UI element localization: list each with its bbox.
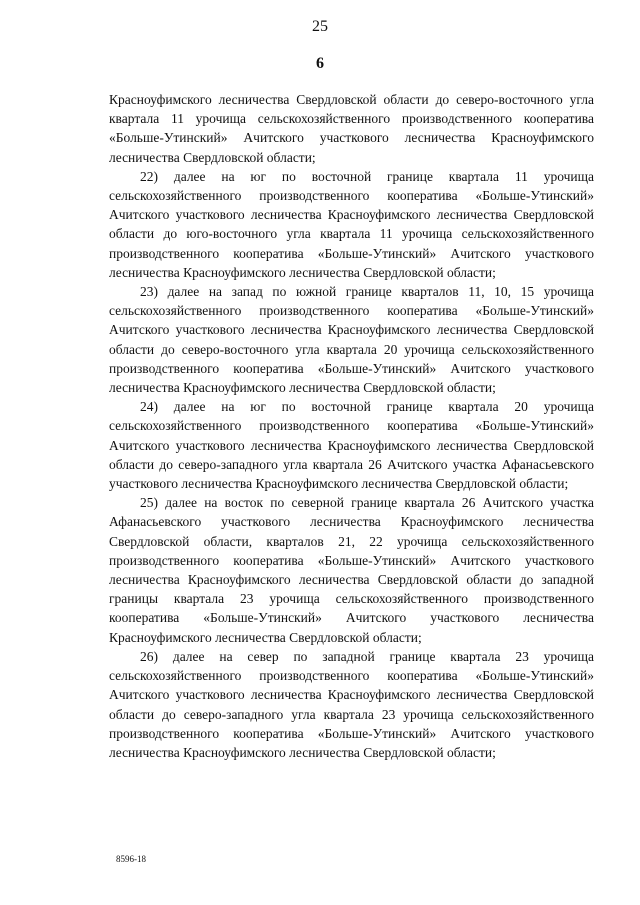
document-code: 8596-18 xyxy=(116,854,146,864)
paragraph-continuation: Красноуфимского лесничества Свердловской области до северо-восточного угла квартала 11 урочища сельскохозяйственного производственного кооператива «Больше-Утинский» Ачитского участкового лесничества Красноуфимского лесничества Свердловской области; xyxy=(109,92,594,165)
paragraph-item-23: 23) далее на запад по южной границе кварталов 11, 10, 15 урочища сельскохозяйственного производственного кооператива «Больше-Утинский» Ачитского участкового лесничества Красноуфимского лесничества Свердловской области до северо-восточного угла квартала 20 урочища сельскохозяйственного производственного кооператива «Больше-Утинский» Ачитского участкового лесничества Красноуфимского лесничества Свердловской области; xyxy=(109,284,594,396)
document-body xyxy=(109,90,594,762)
paragraph-item-26: 26) далее на север по западной границе квартала 23 урочища сельскохозяйственного производственного кооператива «Больше-Утинский» Ачитского участкового лесничества Красноуфимского лесничества Свердловской области до северо-западного угла квартала 23 урочища сельскохозяйственного производственного кооператива «Больше-Утинский» Ачитского участкового лесничества Красноуфимского лесничества Свердловской области; xyxy=(109,648,594,760)
paragraph-item-22: 22) далее на юг по восточной границе квартала 11 урочища сельскохозяйственного производственного кооператива «Больше-Утинский» Ачитского участкового лесничества Красноуфимского лесничества Свердловской области до юго-восточного угла квартала 11 урочища сельскохозяйственного производственного кооператива «Больше-Утинский» Ачитского участкового лесничества Красноуфимского лесничества Свердловской области; xyxy=(109,168,594,280)
paragraph-item-25: 25) далее на восток по северной границе квартала 26 Ачитского участка Афанасьевского участкового лесничества Красноуфимского лесничества Свердловской области, кварталов 21, 22 урочища сельскохозяйственного производственного кооператива «Больше-Утинский» Ачитского участкового лесничества Красноуфимского лесничества Свердловской области до западной границы квартала 23 урочища сельскохозяйственного производственного кооператива «Больше-Утинский» Ачитского участкового лесничества Красноуфимского лесничества Свердловской области; xyxy=(109,495,594,645)
paragraph-item-24: 24) далее на юг по восточной границе квартала 20 урочища сельскохозяйственного производственного кооператива «Больше-Утинский» Ачитского участкового лесничества Красноуфимского лесничества Свердловской области до северо-западного угла квартала 26 Ачитского участка Афанасьевского участкового лесничества Красноуфимского лесничества Свердловской области; xyxy=(109,399,594,492)
page-number: 25 xyxy=(312,18,328,35)
section-number: 6 xyxy=(316,55,324,72)
